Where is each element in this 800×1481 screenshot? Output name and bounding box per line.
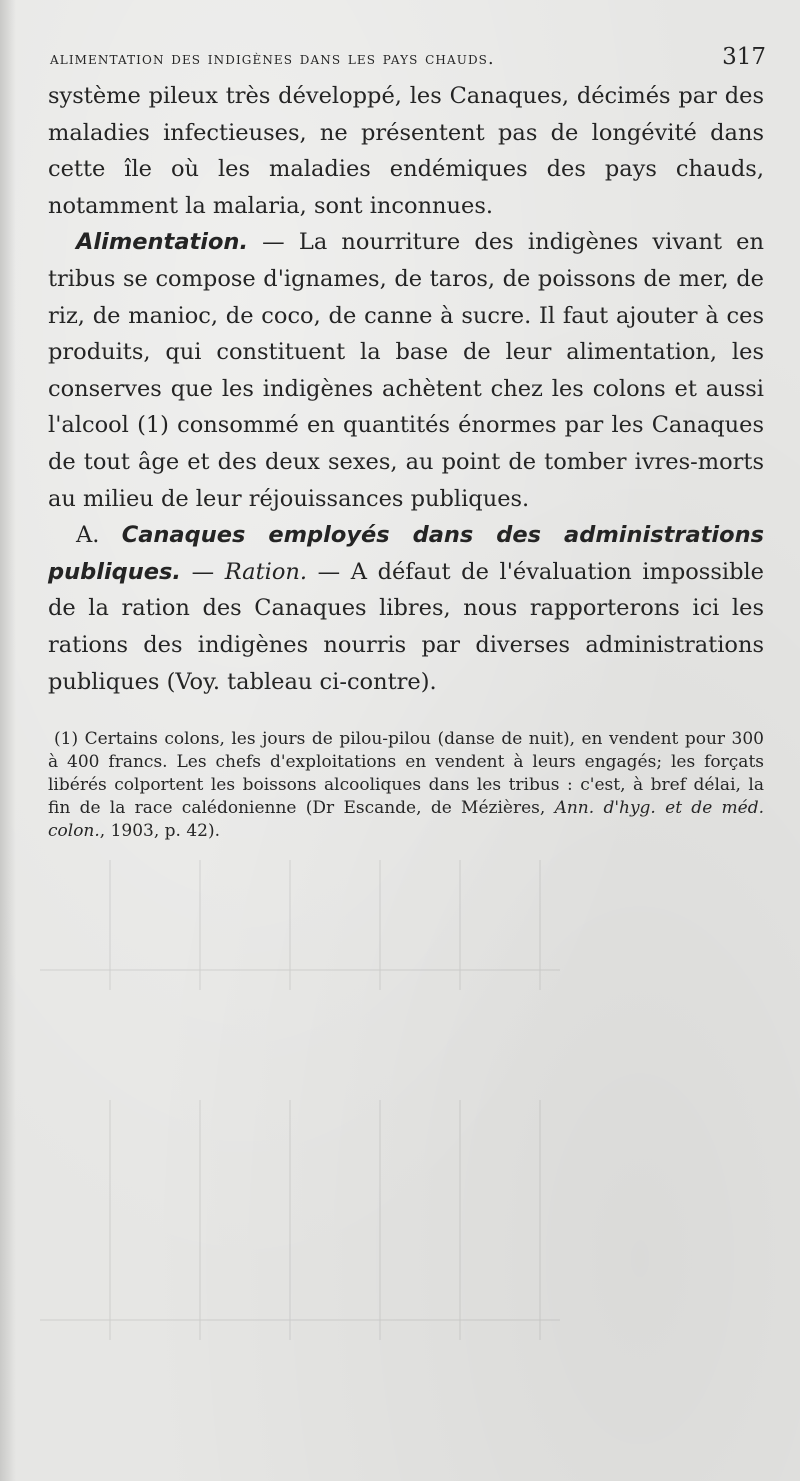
section-a-text: — A défaut de l'évaluation impossible de la ration des Canaques libres, nous rapporterons ici les rations des indigènes nourris par diverses administrations publiques (Voy. tableau ci-contre). bbox=[48, 558, 764, 695]
running-header bbox=[50, 44, 766, 70]
paragraph-alimentation bbox=[48, 224, 764, 517]
page-edge-shadow bbox=[0, 0, 16, 1481]
section-a-separator: — bbox=[180, 558, 225, 585]
running-title: alimentation des indigènes dans les pays chauds. bbox=[50, 49, 495, 69]
paragraph-section-a bbox=[48, 517, 764, 700]
section-heading-alimentation: Alimentation. bbox=[76, 229, 248, 256]
alimentation-text: — La nourriture des indigènes vivant en tribus se compose d'ignames, de taros, de poissons de mer, de riz, de manioc, de coco, de canne à sucre. Il faut ajouter à ces produits, qui constituent la base de leur alimentation, les conserves que les indigènes achètent chez les colons et aussi l'alcool (1) consommé en quantités énormes par les Canaques de tout âge et des deux sexes, au point de tomber ivres-morts au milieu de leur réjouissances publiques. bbox=[48, 229, 764, 512]
bleed-through-table bbox=[40, 860, 780, 1360]
subheading-ration: Ration. bbox=[224, 558, 308, 585]
footnote-1 bbox=[48, 728, 764, 843]
section-heading-canaques: Canaques employés dans des administrations publiques. bbox=[48, 522, 764, 585]
footnote bbox=[48, 728, 764, 843]
paragraph-continuation: système pileux très développé, les Canaques, décimés par des maladies infectieuses, ne présentent pas de longévité dans cette île où les maladies endémiques des pays chauds, notamment la malaria, sont inconnues. bbox=[48, 83, 764, 219]
section-a-prefix: A. bbox=[76, 522, 122, 549]
footnote-journal: Ann. d'hyg. et de méd. colon. bbox=[48, 798, 765, 841]
main-text bbox=[48, 78, 764, 700]
page-number: 317 bbox=[722, 44, 766, 70]
footnote-text-2: , 1903, p. 42). bbox=[99, 821, 221, 841]
footnote-text-1: (1) Certains colons, les jours de pilou-pilou (danse de nuit), en vendent pour 300 à 400 francs. Les chefs d'exploitations en vendent à leurs engagés; les forçats libérés colportent les boissons alcooliques dans les tribus : c'est, à bref délai, la fin de la race calédonienne (Dr Escande, de Mézières, bbox=[48, 729, 764, 818]
